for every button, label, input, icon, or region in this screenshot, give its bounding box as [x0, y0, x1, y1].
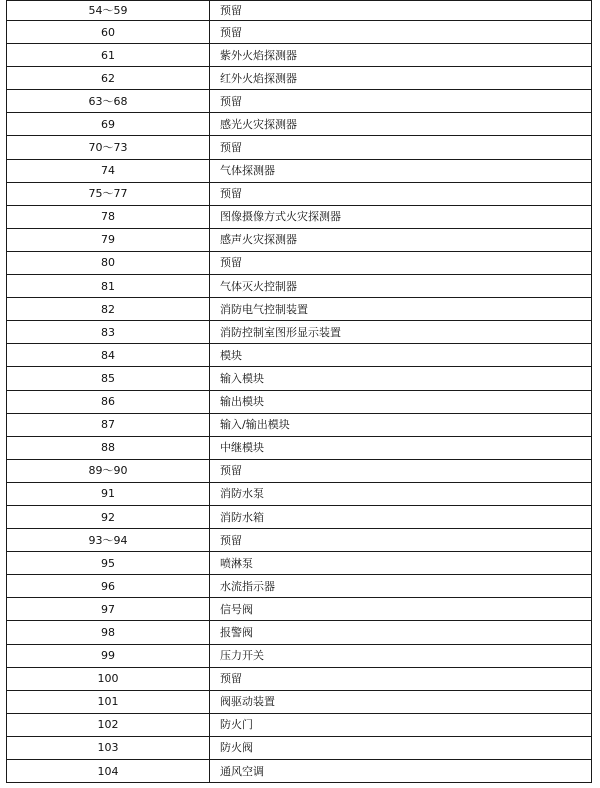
code-cell: 95 [7, 552, 210, 575]
table-body [7, 1, 592, 783]
code-cell: 60 [7, 21, 210, 44]
code-cell: 62 [7, 67, 210, 90]
table-row [7, 482, 592, 505]
device-name-cell: 预留 [210, 529, 592, 552]
code-cell: 69 [7, 113, 210, 136]
device-name-cell: 感光火灾探测器 [210, 113, 592, 136]
device-name-cell: 信号阀 [210, 598, 592, 621]
code-cell: 98 [7, 621, 210, 644]
device-name-cell: 中继模块 [210, 436, 592, 459]
device-name-cell: 输入/输出模块 [210, 413, 592, 436]
table-row [7, 459, 592, 482]
table-row [7, 136, 592, 159]
table-row [7, 436, 592, 459]
device-name-cell: 报警阀 [210, 621, 592, 644]
device-name-cell: 气体探测器 [210, 159, 592, 182]
table-row [7, 205, 592, 228]
device-name-cell: 预留 [210, 21, 592, 44]
code-cell: 92 [7, 505, 210, 528]
code-cell: 100 [7, 667, 210, 690]
code-cell: 102 [7, 713, 210, 736]
table-row [7, 690, 592, 713]
table-row [7, 575, 592, 598]
device-name-cell: 感声火灾探测器 [210, 228, 592, 251]
device-name-cell: 紫外火焰探测器 [210, 44, 592, 67]
table-row [7, 505, 592, 528]
code-cell: 75～77 [7, 182, 210, 205]
device-name-cell: 预留 [210, 1, 592, 21]
device-name-cell: 气体灭火控制器 [210, 275, 592, 298]
table-row [7, 321, 592, 344]
code-cell: 87 [7, 413, 210, 436]
table-row [7, 667, 592, 690]
table-row [7, 390, 592, 413]
code-cell: 82 [7, 298, 210, 321]
code-cell: 81 [7, 275, 210, 298]
device-name-cell: 图像摄像方式火灾探测器 [210, 205, 592, 228]
code-cell: 91 [7, 482, 210, 505]
table-row [7, 275, 592, 298]
table-row [7, 529, 592, 552]
code-cell: 70～73 [7, 136, 210, 159]
code-cell: 74 [7, 159, 210, 182]
table-row [7, 1, 592, 21]
code-cell: 104 [7, 760, 210, 783]
table-row [7, 644, 592, 667]
device-name-cell: 预留 [210, 667, 592, 690]
device-name-cell: 预留 [210, 90, 592, 113]
device-name-cell: 消防水泵 [210, 482, 592, 505]
device-name-cell: 输入模块 [210, 367, 592, 390]
table-row [7, 344, 592, 367]
device-name-cell: 预留 [210, 182, 592, 205]
code-cell: 103 [7, 736, 210, 759]
table-row [7, 159, 592, 182]
code-cell: 84 [7, 344, 210, 367]
table-row [7, 67, 592, 90]
table-row [7, 90, 592, 113]
device-name-cell: 阀驱动装置 [210, 690, 592, 713]
device-name-cell: 预留 [210, 251, 592, 274]
table-row [7, 228, 592, 251]
table-row [7, 760, 592, 783]
code-cell: 97 [7, 598, 210, 621]
device-name-cell: 通风空调 [210, 760, 592, 783]
code-cell: 86 [7, 390, 210, 413]
code-cell: 99 [7, 644, 210, 667]
code-cell: 61 [7, 44, 210, 67]
code-cell: 88 [7, 436, 210, 459]
device-name-cell: 水流指示器 [210, 575, 592, 598]
device-name-cell: 消防水箱 [210, 505, 592, 528]
table-row [7, 251, 592, 274]
device-name-cell: 防火门 [210, 713, 592, 736]
code-cell: 96 [7, 575, 210, 598]
table-row [7, 621, 592, 644]
table-row [7, 367, 592, 390]
code-cell: 83 [7, 321, 210, 344]
table-row [7, 736, 592, 759]
device-name-cell: 预留 [210, 459, 592, 482]
code-cell: 54～59 [7, 1, 210, 21]
code-cell: 80 [7, 251, 210, 274]
code-cell: 89～90 [7, 459, 210, 482]
device-name-cell: 压力开关 [210, 644, 592, 667]
table-row [7, 598, 592, 621]
device-name-cell: 预留 [210, 136, 592, 159]
table-row [7, 44, 592, 67]
code-cell: 63～68 [7, 90, 210, 113]
table-row [7, 713, 592, 736]
device-name-cell: 模块 [210, 344, 592, 367]
device-name-cell: 红外火焰探测器 [210, 67, 592, 90]
table-row [7, 298, 592, 321]
table-row [7, 182, 592, 205]
device-code-table [6, 0, 592, 783]
code-cell: 85 [7, 367, 210, 390]
code-cell: 79 [7, 228, 210, 251]
device-name-cell: 输出模块 [210, 390, 592, 413]
table-row [7, 21, 592, 44]
device-name-cell: 消防控制室图形显示装置 [210, 321, 592, 344]
code-cell: 93～94 [7, 529, 210, 552]
table-row [7, 413, 592, 436]
device-name-cell: 防火阀 [210, 736, 592, 759]
code-cell: 78 [7, 205, 210, 228]
device-name-cell: 消防电气控制装置 [210, 298, 592, 321]
device-name-cell: 喷淋泵 [210, 552, 592, 575]
code-cell: 101 [7, 690, 210, 713]
table-row [7, 113, 592, 136]
table-row [7, 552, 592, 575]
